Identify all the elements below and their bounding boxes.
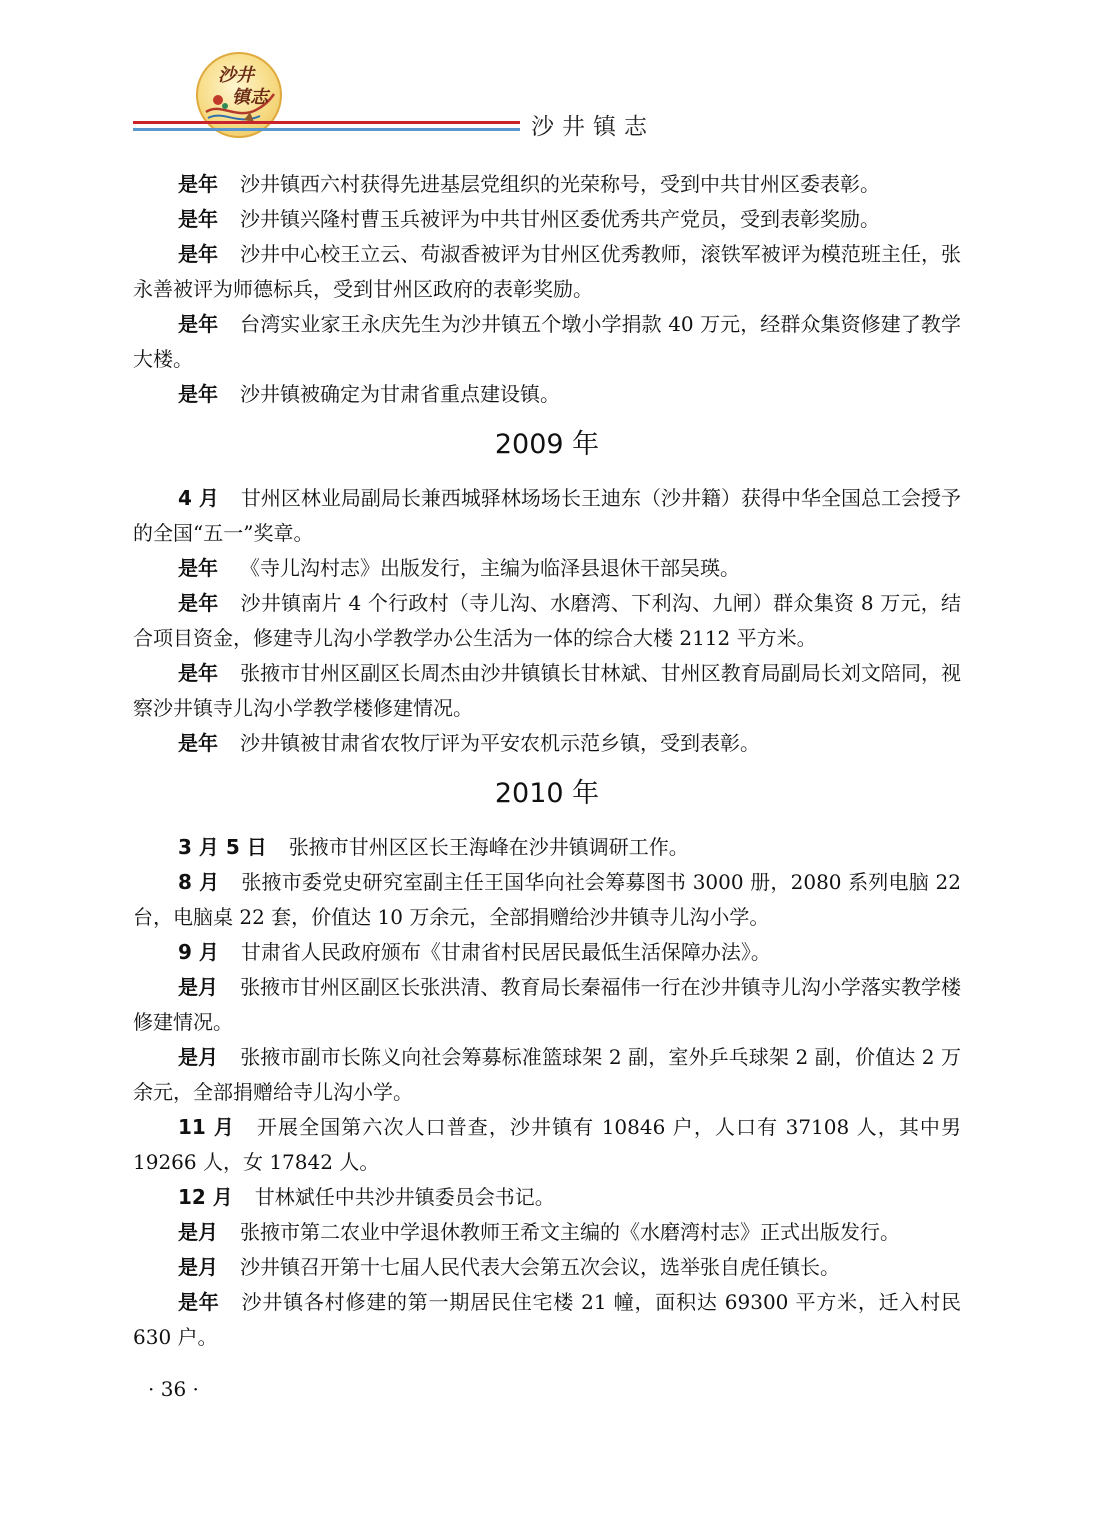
chronicle-entry bbox=[133, 656, 961, 726]
entry-date: 是月 bbox=[178, 1220, 218, 1244]
header-rule-blue bbox=[133, 128, 520, 131]
entry-date: 是年 bbox=[178, 591, 219, 615]
entry-text: 张掖市甘州区副区长周杰由沙井镇镇长甘林斌、甘州区教育局副局长刘文陪同，视察沙井镇寺儿沟小学教学楼修建情况。 bbox=[133, 661, 962, 720]
chronicle-entry bbox=[133, 307, 961, 377]
entry-text: 沙井镇召开第十七届人民代表大会第五次会议，选举张自虎任镇长。 bbox=[240, 1255, 840, 1279]
entry-date: 4 月 bbox=[178, 486, 219, 510]
entry-date: 是年 bbox=[178, 1290, 220, 1314]
seal-title-line2: 镇志 bbox=[232, 87, 268, 108]
chronicle-entry bbox=[133, 167, 961, 202]
entry-date: 是年 bbox=[178, 242, 219, 266]
entry-text: 沙井镇被甘肃省农牧厅评为平安农机示范乡镇，受到表彰。 bbox=[240, 731, 760, 755]
entry-text: 张掖市甘州区副区长张洪清、教育局长秦福伟一行在沙井镇寺儿沟小学落实教学楼修建情况。 bbox=[133, 975, 962, 1034]
chronicle-entry bbox=[133, 830, 961, 865]
entry-date: 是月 bbox=[178, 1045, 219, 1069]
running-title: 沙井镇志 bbox=[531, 114, 655, 140]
chronicle-body bbox=[133, 167, 961, 1355]
entry-text: 开展全国第六次人口普查，沙井镇有 10846 户，人口有 37108 人，其中男 19266 人，女 17842 人。 bbox=[133, 1115, 961, 1174]
entry-text: 沙井镇各村修建的第一期居民住宅楼 21 幢，面积达 69300 平方米，迁入村民 630 户。 bbox=[133, 1290, 961, 1349]
entry-text: 台湾实业家王永庆先生为沙井镇五个墩小学捐款 40 万元，经群众集资修建了教学大楼。 bbox=[133, 312, 961, 371]
chronicle-entry bbox=[133, 1110, 961, 1180]
entry-text: 沙井中心校王立云、苟淑香被评为甘州区优秀教师，滚铁军被评为模范班主任，张永善被评为师德标兵，受到甘州区政府的表彰奖励。 bbox=[133, 242, 962, 301]
entry-text: 《寺儿沟村志》出版发行，主编为临泽县退休干部吴瑛。 bbox=[240, 556, 740, 580]
chronicle-entry bbox=[133, 237, 961, 307]
entry-text: 沙井镇兴隆村曹玉兵被评为中共甘州区委优秀共产党员，受到表彰奖励。 bbox=[240, 207, 880, 231]
chronicle-entry bbox=[133, 551, 961, 586]
chronicle-entry bbox=[133, 935, 961, 970]
chronicle-entry bbox=[133, 1040, 961, 1110]
chronicle-entry bbox=[133, 586, 961, 656]
entry-text: 张掖市甘州区区长王海峰在沙井镇调研工作。 bbox=[288, 835, 689, 859]
entry-date: 是年 bbox=[178, 731, 218, 755]
entry-text: 甘林斌任中共沙井镇委员会书记。 bbox=[254, 1185, 555, 1209]
entry-text: 沙井镇被确定为甘肃省重点建设镇。 bbox=[240, 382, 560, 406]
entry-text: 沙井镇南片 4 个行政村（寺儿沟、水磨湾、下利沟、九闸）群众集资 8 万元，结合项目资金，修建寺儿沟小学教学办公生活为一体的综合大楼 2112 平方米。 bbox=[133, 591, 962, 650]
entry-date: 是年 bbox=[178, 207, 218, 231]
entry-date: 是年 bbox=[178, 661, 219, 685]
entry-date: 是月 bbox=[178, 975, 219, 999]
book-seal-logo bbox=[196, 52, 282, 138]
entry-date: 是月 bbox=[178, 1255, 218, 1279]
entry-date: 3 月 5 日 bbox=[178, 835, 267, 859]
entry-text: 张掖市第二农业中学退休教师王希文主编的《水磨湾村志》正式出版发行。 bbox=[240, 1220, 900, 1244]
chronicle-entry bbox=[133, 1250, 961, 1285]
year-heading: 2010 年 bbox=[494, 778, 600, 809]
page-number: · 36 · bbox=[148, 1377, 199, 1401]
entry-date: 是年 bbox=[178, 312, 219, 336]
chronicle-entry bbox=[133, 1215, 961, 1250]
entry-date: 是年 bbox=[178, 172, 218, 196]
entry-text: 沙井镇西六村获得先进基层党组织的光荣称号，受到中共甘州区委表彰。 bbox=[240, 172, 880, 196]
entry-text: 甘州区林业局副局长兼西城驿林场场长王迪东（沙井籍）获得中华全国总工会授予的全国“五一”奖章。 bbox=[133, 486, 961, 545]
chronicle-entry bbox=[133, 726, 961, 761]
page-header bbox=[0, 0, 1093, 150]
entry-date: 是年 bbox=[178, 382, 218, 406]
year-heading: 2009 年 bbox=[494, 429, 600, 460]
entry-text: 张掖市委党史研究室副主任王国华向社会筹募图书 3000 册，2080 系列电脑 22 台，电脑桌 22 套，价值达 10 万余元，全部捐赠给沙井镇寺儿沟小学。 bbox=[133, 870, 961, 929]
header-rule-red bbox=[133, 121, 520, 124]
chronicle-entry bbox=[133, 970, 961, 1040]
entry-date: 11 月 bbox=[178, 1115, 235, 1139]
entry-date: 9 月 bbox=[178, 940, 219, 964]
chronicle-entry bbox=[133, 481, 961, 551]
chronicle-entry bbox=[133, 202, 961, 237]
seal-title-line1: 沙井 bbox=[218, 65, 254, 86]
entry-text: 甘肃省人民政府颁布《甘肃省村民居民最低生活保障办法》。 bbox=[240, 940, 771, 964]
chronicle-entry bbox=[133, 377, 961, 412]
entry-date: 8 月 bbox=[178, 870, 220, 894]
chronicle-entry bbox=[133, 1285, 961, 1355]
chronicle-entry bbox=[133, 865, 961, 935]
entry-text: 张掖市副市长陈义向社会筹募标准篮球架 2 副，室外乒乓球架 2 副，价值达 2 万余元，全部捐赠给寺儿沟小学。 bbox=[133, 1045, 962, 1104]
chronicle-entry bbox=[133, 1180, 961, 1215]
entry-date: 是年 bbox=[178, 556, 218, 580]
entry-date: 12 月 bbox=[178, 1185, 233, 1209]
